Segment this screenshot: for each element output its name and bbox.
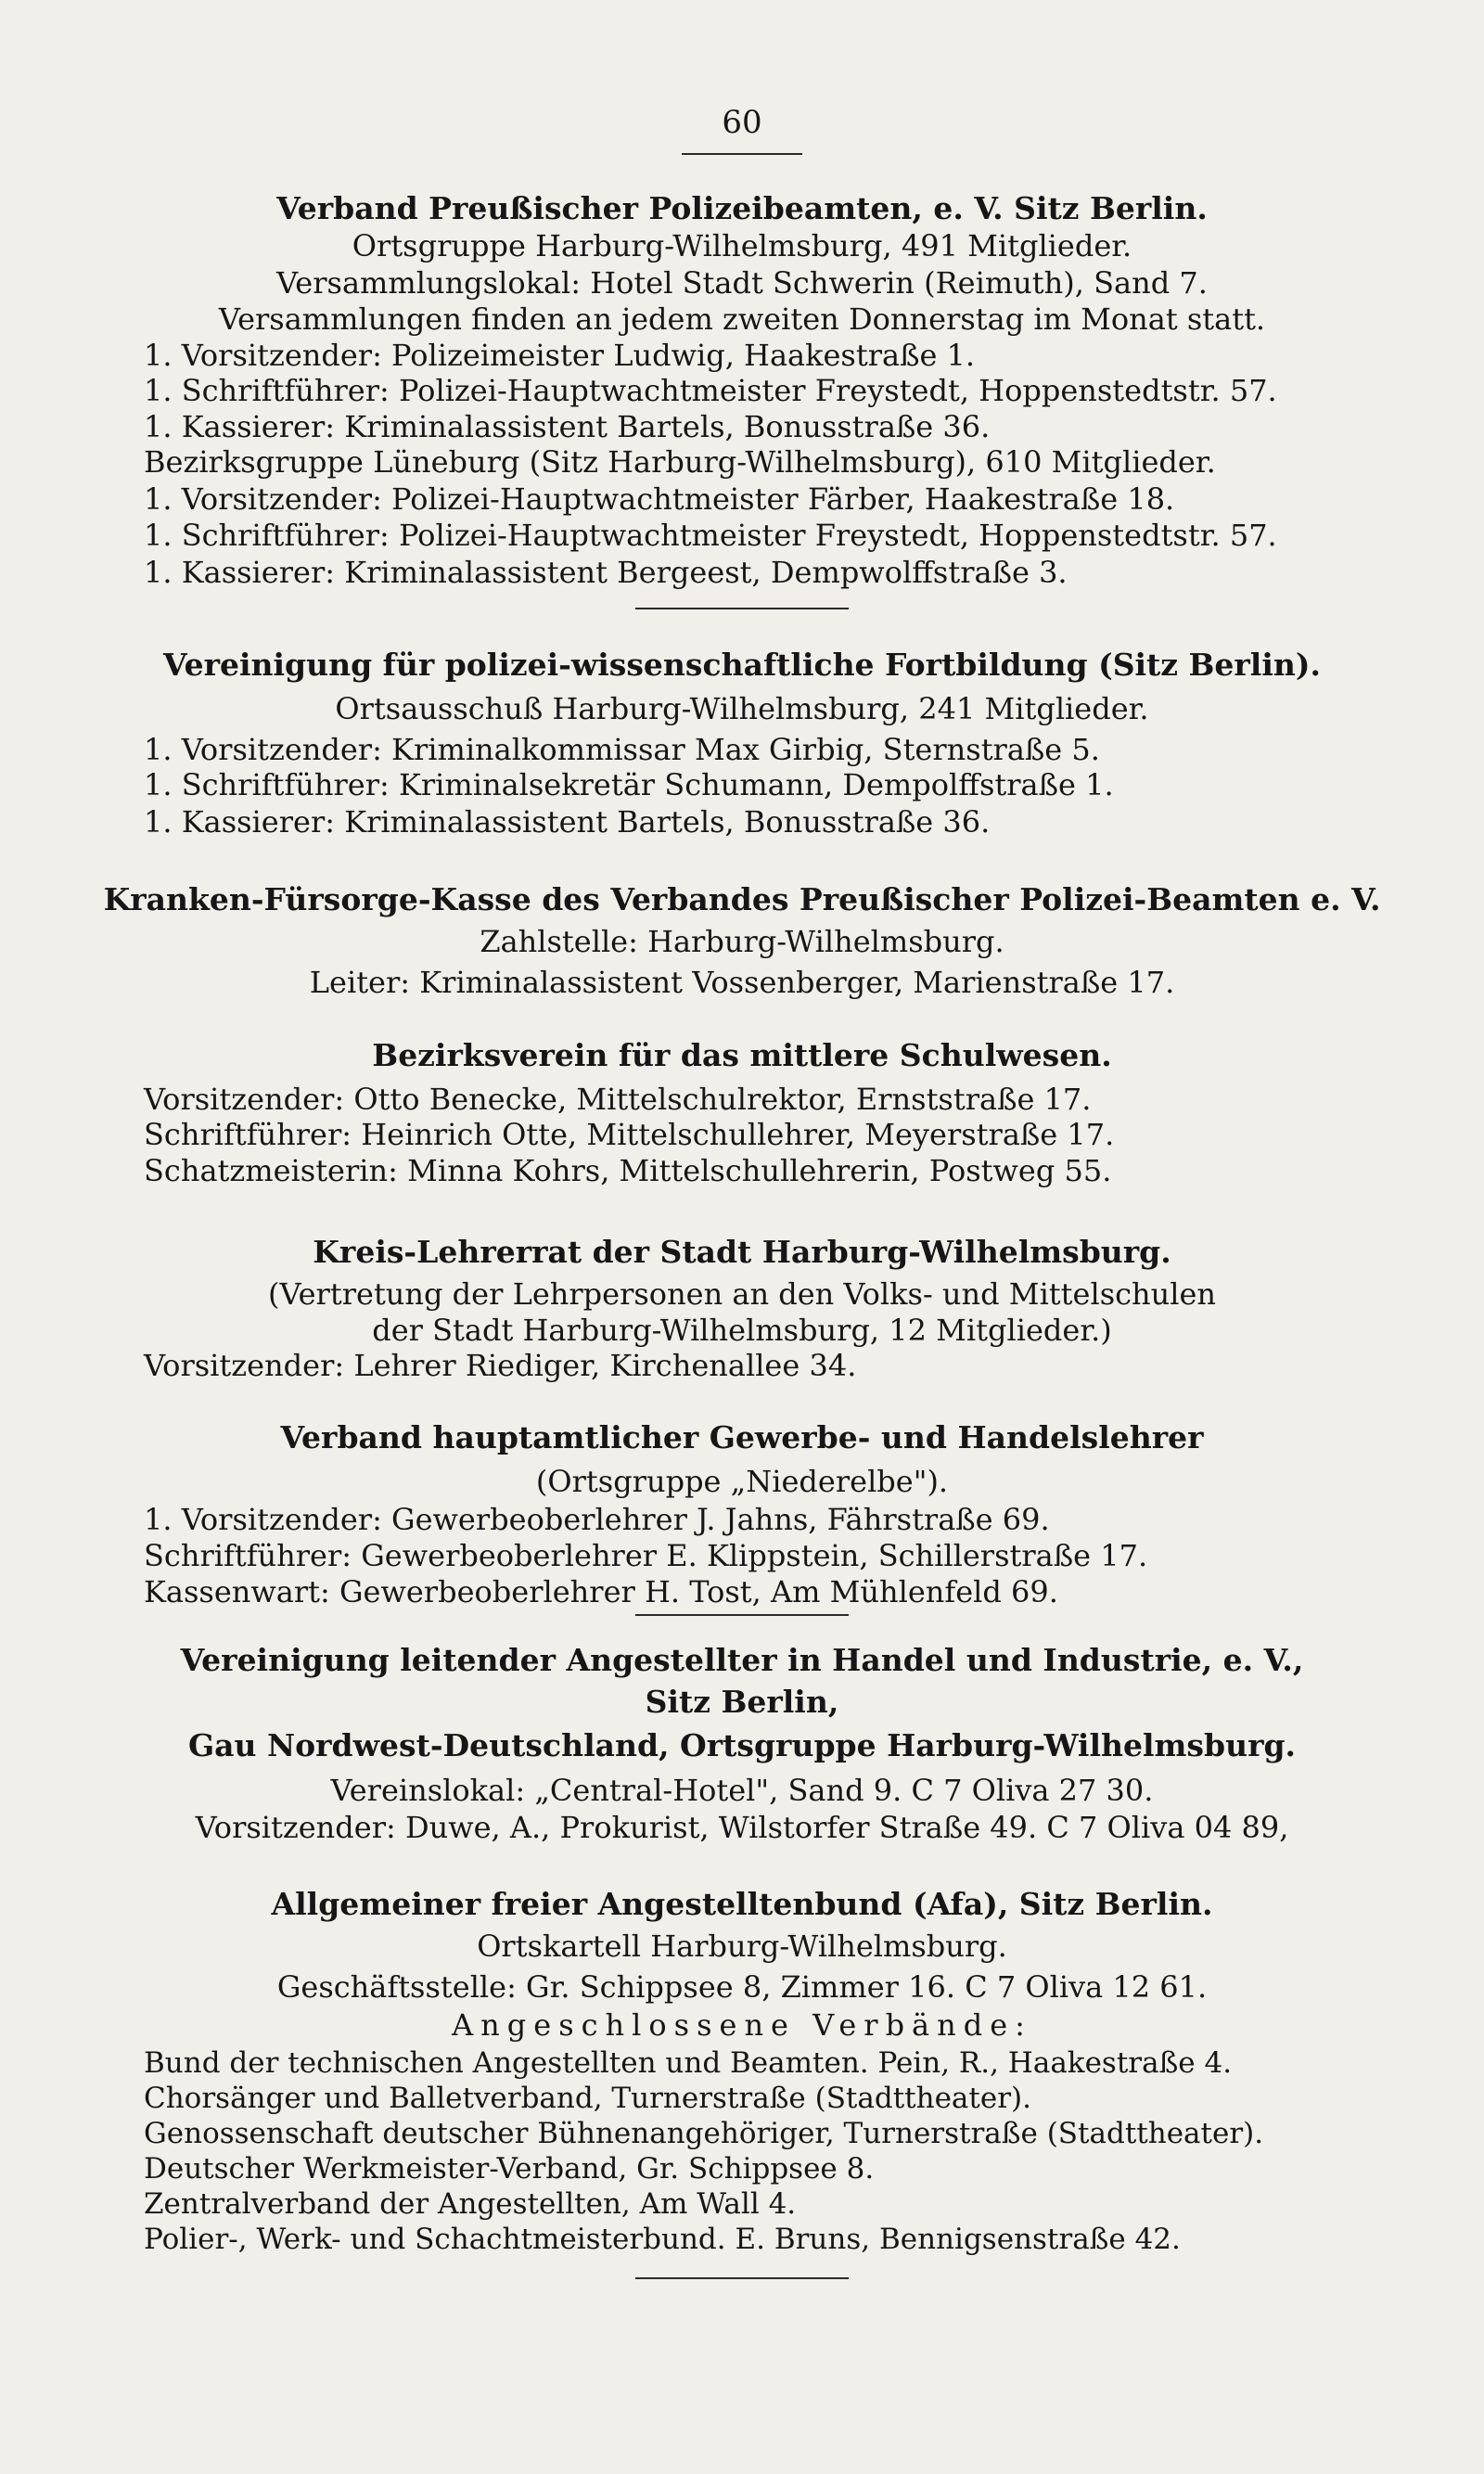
text-line: Schriftführer: Heinrich Otte, Mittelschullehrer, Meyerstraße 17.: [144, 1117, 1115, 1152]
page-number: 60: [722, 104, 762, 141]
text-line: 1. Vorsitzender: Kriminalkommissar Max Girbig, Sternstraße 5.: [144, 732, 1100, 767]
section-heading-line: Sitz Berlin,: [645, 1684, 839, 1720]
text-line: Versammlungslokal: Hotel Stadt Schwerin (Reimuth), Sand 7.: [276, 265, 1208, 301]
text-line: 1. Vorsitzender: Gewerbeoberlehrer J. Jahns, Fährstraße 69.: [144, 1502, 1050, 1537]
text-line: Schatzmeisterin: Minna Kohrs, Mittelschullehrerin, Postweg 55.: [144, 1153, 1112, 1188]
text-line: 1. Kassierer: Kriminalassistent Bartels, Bonusstraße 36.: [144, 409, 991, 444]
page-number-rule: [682, 153, 802, 155]
section-heading: Verband Preußischer Polizeibeamten, e. V. Sitz Berlin.: [276, 190, 1208, 226]
section-heading-line: Gau Nordwest-Deutschland, Ortsgruppe Harburg-Wilhelmsburg.: [187, 1727, 1297, 1763]
text-line: (Vertretung der Lehrpersonen an den Volks- und Mittelschulen: [267, 1276, 1217, 1312]
section-subheading: Ortsausschuß Harburg-Wilhelmsburg, 241 Mitglieder.: [335, 691, 1149, 726]
section-heading: Kranken-Fürsorge-Kasse des Verbandes Preußischer Polizei-Beamten e. V.: [103, 881, 1381, 917]
section-subheading: (Ortsgruppe „Niederelbe").: [535, 1464, 949, 1499]
text-line: der Stadt Harburg-Wilhelmsburg, 12 Mitglieder.): [372, 1313, 1112, 1348]
text-line: Kassenwart: Gewerbeoberlehrer H. Tost, Am Mühlenfeld 69.: [144, 1574, 1058, 1609]
text-line: 1. Vorsitzender: Polizei-Hauptwachtmeister Färber, Haakestraße 18.: [144, 481, 1175, 517]
section-heading: Verband hauptamtlicher Gewerbe- und Handelslehrer: [280, 1419, 1204, 1455]
list-item: Polier-, Werk- und Schachtmeisterbund. E. Bruns, Bennigsenstraße 42.: [144, 2223, 1181, 2256]
text-line: 1. Schriftführer: Polizei-Hauptwachtmeister Freystedt, Hoppenstedtstr. 57.: [144, 373, 1277, 408]
list-item: Chorsänger und Balletverband, Turnerstraße (Stadttheater).: [144, 2082, 1031, 2115]
text-line: 1. Schriftführer: Polizei-Hauptwachtmeister Freystedt, Hoppenstedtstr. 57.: [144, 518, 1277, 553]
list-item: Bund der technischen Angestellten und Beamten. Pein, R., Haakestraße 4.: [144, 2046, 1233, 2080]
section-divider: [635, 608, 849, 609]
text-line: Leiter: Kriminalassistent Vossenberger, Marienstraße 17.: [309, 965, 1175, 1000]
list-item: Deutscher Werkmeister-Verband, Gr. Schippsee 8.: [144, 2152, 875, 2186]
section-heading: Kreis-Lehrerrat der Stadt Harburg-Wilhelmsburg.: [313, 1234, 1171, 1270]
section-heading: Vereinigung leitender Angestellter in Handel und Industrie, e. V.,: [180, 1642, 1304, 1678]
section-divider: [635, 1614, 849, 1616]
text-line: Versammlungen finden an jedem zweiten Donnerstag im Monat statt.: [218, 301, 1266, 337]
text-line: 1. Kassierer: Kriminalassistent Bartels, Bonusstraße 36.: [144, 804, 991, 840]
text-line: Schriftführer: Gewerbeoberlehrer E. Klippstein, Schillerstraße 17.: [144, 1538, 1148, 1573]
text-line: 1. Kassierer: Kriminalassistent Bergeest, Dempwolffstraße 3.: [144, 555, 1068, 590]
section-subheading: Ortskartell Harburg-Wilhelmsburg.: [477, 1929, 1007, 1964]
text-line: 1. Schriftführer: Kriminalsekretär Schumann, Dempolffstraße 1.: [144, 767, 1114, 802]
subsection-heading: Angeschlossene Verbände:: [452, 2007, 1032, 2043]
section-heading: Vereinigung für polizei-wissenschaftliche Fortbildung (Sitz Berlin).: [163, 647, 1321, 683]
section-divider: [635, 2277, 849, 2279]
text-line: Geschäftsstelle: Gr. Schippsee 8, Zimmer 16. C 7 Oliva 12 61.: [276, 1969, 1208, 2005]
section-heading: Bezirksverein für das mittlere Schulwesen.: [372, 1037, 1112, 1073]
text-line: Bezirksgruppe Lüneburg (Sitz Harburg-Wilhelmsburg), 610 Mitglieder.: [144, 444, 1216, 480]
text-line: Vereinslokal: „Central-Hotel", Sand 9. C 7 Oliva 27 30.: [330, 1773, 1154, 1808]
list-item: Genossenschaft deutscher Bühnenangehöriger, Turnerstraße (Stadttheater).: [144, 2117, 1264, 2150]
text-line: Vorsitzender: Otto Benecke, Mittelschulrektor, Ernststraße 17.: [144, 1082, 1092, 1117]
text-line: 1. Vorsitzender: Polizeimeister Ludwig, Haakestraße 1.: [144, 338, 976, 373]
text-line: Vorsitzender: Lehrer Riediger, Kirchenallee 34.: [144, 1348, 857, 1383]
list-item: Zentralverband der Angestellten, Am Wall 4.: [144, 2187, 797, 2221]
text-line: Vorsitzender: Duwe, A., Prokurist, Wilstorfer Straße 49. C 7 Oliva 04 89,: [195, 1810, 1289, 1845]
section-heading: Allgemeiner freier Angestelltenbund (Afa), Sitz Berlin.: [271, 1886, 1213, 1922]
section-subheading: Ortsgruppe Harburg-Wilhelmsburg, 491 Mitglieder.: [352, 228, 1132, 263]
section-subheading: Zahlstelle: Harburg-Wilhelmsburg.: [480, 924, 1004, 959]
